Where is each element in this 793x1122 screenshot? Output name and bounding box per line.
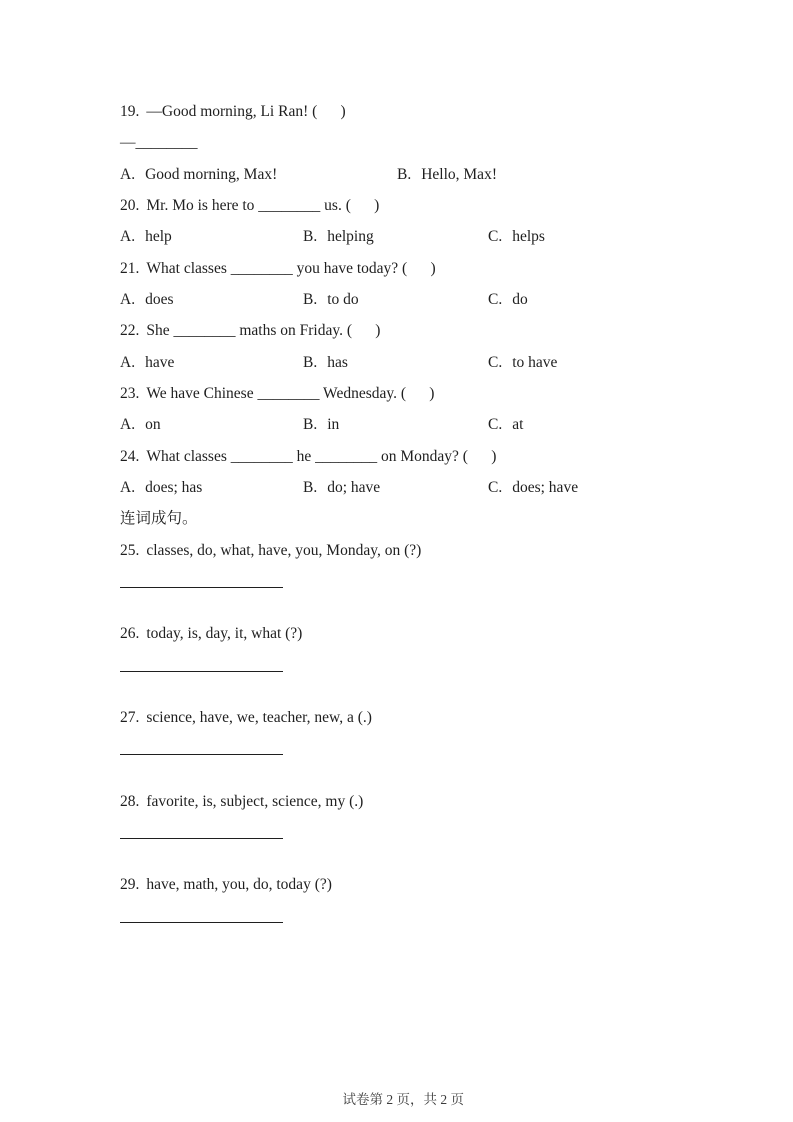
question-number: 28. [120, 792, 140, 810]
section-heading-text: 连词成句。 [120, 510, 198, 528]
question-text: What classes ________ you have today? ( ) [146, 259, 436, 277]
option-b [303, 221, 374, 252]
page-footer-text: 试卷第 2 页，共 2 页 [342, 1092, 464, 1107]
question-text: have, math, you, do, today (?) [146, 876, 332, 894]
question-text: favorite, is, subject, science, my (.) [146, 792, 364, 810]
options-row [120, 284, 720, 315]
option-text: do; have [327, 478, 381, 496]
question-text: today, is, day, it, what (?) [146, 625, 303, 643]
question-row-27 [120, 702, 720, 733]
option-label: B. [303, 478, 318, 496]
option-label: A. [120, 478, 136, 496]
question-row-26 [120, 618, 720, 649]
question-number: 23. [120, 384, 140, 402]
option-text: to do [327, 290, 359, 308]
option-text: at [512, 416, 524, 434]
option-text: helping [327, 228, 374, 246]
answer-blank-line [120, 587, 283, 588]
option-c [488, 409, 523, 440]
answer-line-row [120, 838, 720, 869]
option-c [488, 221, 545, 252]
question-number: 26. [120, 625, 140, 643]
question-row-23 [120, 378, 720, 409]
option-text: does; has [145, 478, 203, 496]
option-label: B. [303, 353, 318, 371]
options-row [120, 159, 720, 190]
option-a [120, 472, 202, 503]
question-number: 25. [120, 541, 140, 559]
question-text: Mr. Mo is here to ________ us. ( ) [146, 196, 380, 214]
question-row-22 [120, 315, 720, 346]
response-dash-blank-text: —________ [120, 134, 198, 152]
page-footer [0, 1072, 793, 1122]
option-a [120, 284, 174, 315]
option-text: Hello, Max! [421, 165, 497, 183]
option-label: A. [120, 165, 136, 183]
option-label: A. [120, 290, 136, 308]
response-dash-blank [120, 127, 720, 158]
option-b [397, 159, 497, 190]
option-label: B. [303, 416, 318, 434]
answer-blank-line [120, 838, 283, 839]
option-label: B. [303, 290, 318, 308]
question-row-24 [120, 441, 720, 472]
option-b [303, 472, 380, 503]
question-text: science, have, we, teacher, new, a (.) [146, 708, 372, 726]
option-label: B. [303, 228, 318, 246]
question-number: 21. [120, 259, 140, 277]
option-a [120, 409, 161, 440]
option-text: to have [512, 353, 558, 371]
option-text: on [145, 416, 161, 434]
answer-blank-line [120, 922, 283, 923]
option-a [120, 221, 172, 252]
option-label: A. [120, 228, 136, 246]
question-row-29 [120, 869, 720, 900]
option-label: A. [120, 353, 136, 371]
option-label: B. [397, 165, 412, 183]
section-heading [120, 503, 720, 534]
option-c [488, 347, 557, 378]
option-label: A. [120, 416, 136, 434]
answer-blank-line [120, 754, 283, 755]
question-number: 22. [120, 322, 140, 340]
option-label: C. [488, 228, 503, 246]
answer-line-row [120, 671, 720, 702]
option-c [488, 284, 528, 315]
option-label: C. [488, 353, 503, 371]
options-row [120, 472, 720, 503]
option-text: does; have [512, 478, 579, 496]
options-row [120, 221, 720, 252]
question-number: 20. [120, 196, 140, 214]
option-label: C. [488, 290, 503, 308]
option-text: Good morning, Max! [145, 165, 278, 183]
answer-line-row [120, 587, 720, 618]
question-number: 29. [120, 876, 140, 894]
option-text: has [327, 353, 348, 371]
option-label: C. [488, 478, 503, 496]
question-row-28 [120, 786, 720, 817]
option-b [303, 284, 359, 315]
option-text: does [145, 290, 174, 308]
options-row [120, 409, 720, 440]
options-row [120, 347, 720, 378]
question-row-19 [120, 96, 720, 127]
option-a [120, 159, 277, 190]
question-text: classes, do, what, have, you, Monday, on (?) [146, 541, 422, 559]
exam-body [120, 96, 720, 953]
question-number: 24. [120, 447, 140, 465]
question-row-20 [120, 190, 720, 221]
answer-blank-line [120, 671, 283, 672]
option-a [120, 347, 174, 378]
question-number: 19. [120, 103, 140, 120]
question-row-21 [120, 253, 720, 284]
option-label: C. [488, 416, 503, 434]
question-text: She ________ maths on Friday. ( ) [146, 322, 381, 340]
question-text: We have Chinese ________ Wednesday. ( ) [146, 384, 435, 402]
option-text: have [145, 353, 175, 371]
option-text: in [327, 416, 340, 434]
option-c [488, 472, 578, 503]
question-text: What classes ________ he ________ on Monday? ( ) [146, 447, 497, 465]
answer-line-row [120, 922, 720, 953]
option-b [303, 347, 348, 378]
question-text: —Good morning, Li Ran! ( ) [146, 103, 346, 120]
option-text: helps [512, 228, 545, 246]
option-b [303, 409, 339, 440]
question-number: 27. [120, 708, 140, 726]
option-text: help [145, 228, 172, 246]
answer-line-row [120, 754, 720, 785]
question-row-25 [120, 535, 720, 566]
option-text: do [512, 290, 528, 308]
